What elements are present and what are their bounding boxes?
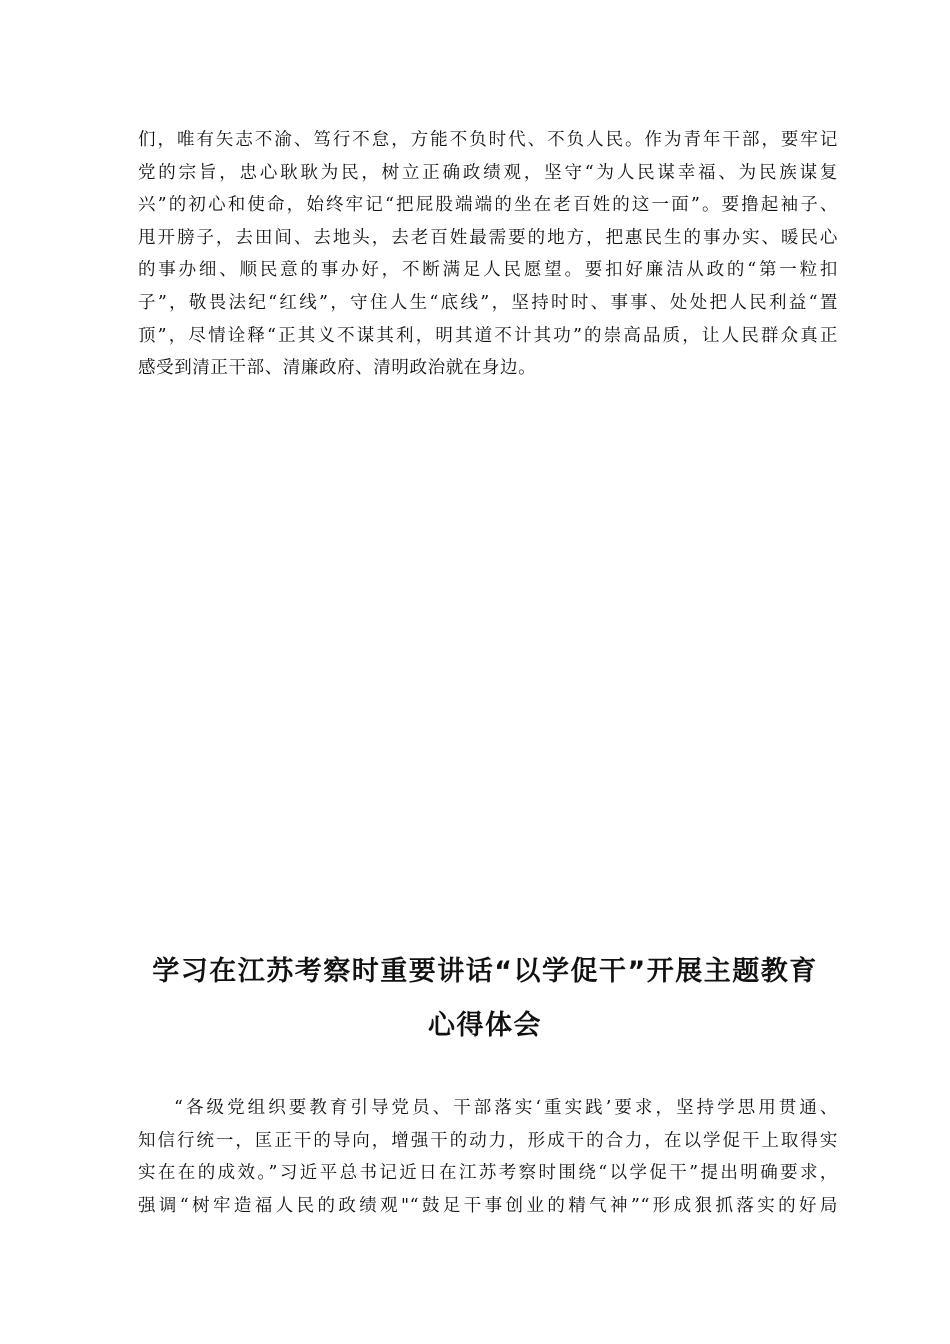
- paragraph-line: 顶”，尽情诠释“正其义不谋其利，明其道不计其功”的崇高品质，让人民群众真正: [138, 325, 838, 346]
- paragraph-line: 兴”的初心和使命，始终牢记“把屁股端端的坐在老百姓的这一面”。要撸起袖子、: [138, 195, 838, 216]
- title-line: 心得体会: [428, 1010, 542, 1041]
- paragraph-line: 感受到清正干部、清廉政府、清明政治就在身边。: [138, 358, 537, 379]
- paragraph-line: 们，唯有矢志不渝、笃行不怠，方能不负时代、不负人民。作为青年干部，要牢记: [138, 130, 838, 150]
- document-title: [100, 945, 870, 1053]
- paragraph-line: 子”，敬畏法纪“红线”，守住人生“底线”，坚持时时、事事、处处把人民利益“置: [138, 292, 838, 313]
- paragraph-line: 党的宗旨，忠心耿耿为民，树立正确政绩观，坚守“为人民谋幸福、为民族谋复: [138, 162, 838, 183]
- paragraph-line: 甩开膀子，去田间、去地头，去老百姓最需要的地方，把惠民生的事办实、暖民心: [138, 227, 838, 248]
- paragraph-line: 知信行统一，匡正干的导向，增强干的动力，形成干的合力，在以学促干上取得实: [138, 1130, 838, 1151]
- paragraph-line: 强调“树牢造福人民的政绩观"“鼓足干事创业的精气神”“形成狠抓落实的好局: [138, 1195, 838, 1216]
- top-paragraph: [138, 124, 838, 385]
- paragraph-line: 实在在的成效。”习近平总书记近日在江苏考察时围绕“以学促干”提出明确要求，: [138, 1163, 838, 1184]
- paragraph-line: “各级党组织要教育引导党员、干部落实‘重实践’要求，坚持学思用贯通、: [174, 1098, 838, 1118]
- body-paragraph: [138, 1092, 838, 1222]
- paragraph-line: 的事办细、顺民意的事办好，不断满足人民愿望。要扣好廉洁从政的“第一粒扣: [138, 260, 838, 281]
- title-line: 学习在江苏考察时重要讲话“以学促干”开展主题教育: [152, 956, 818, 987]
